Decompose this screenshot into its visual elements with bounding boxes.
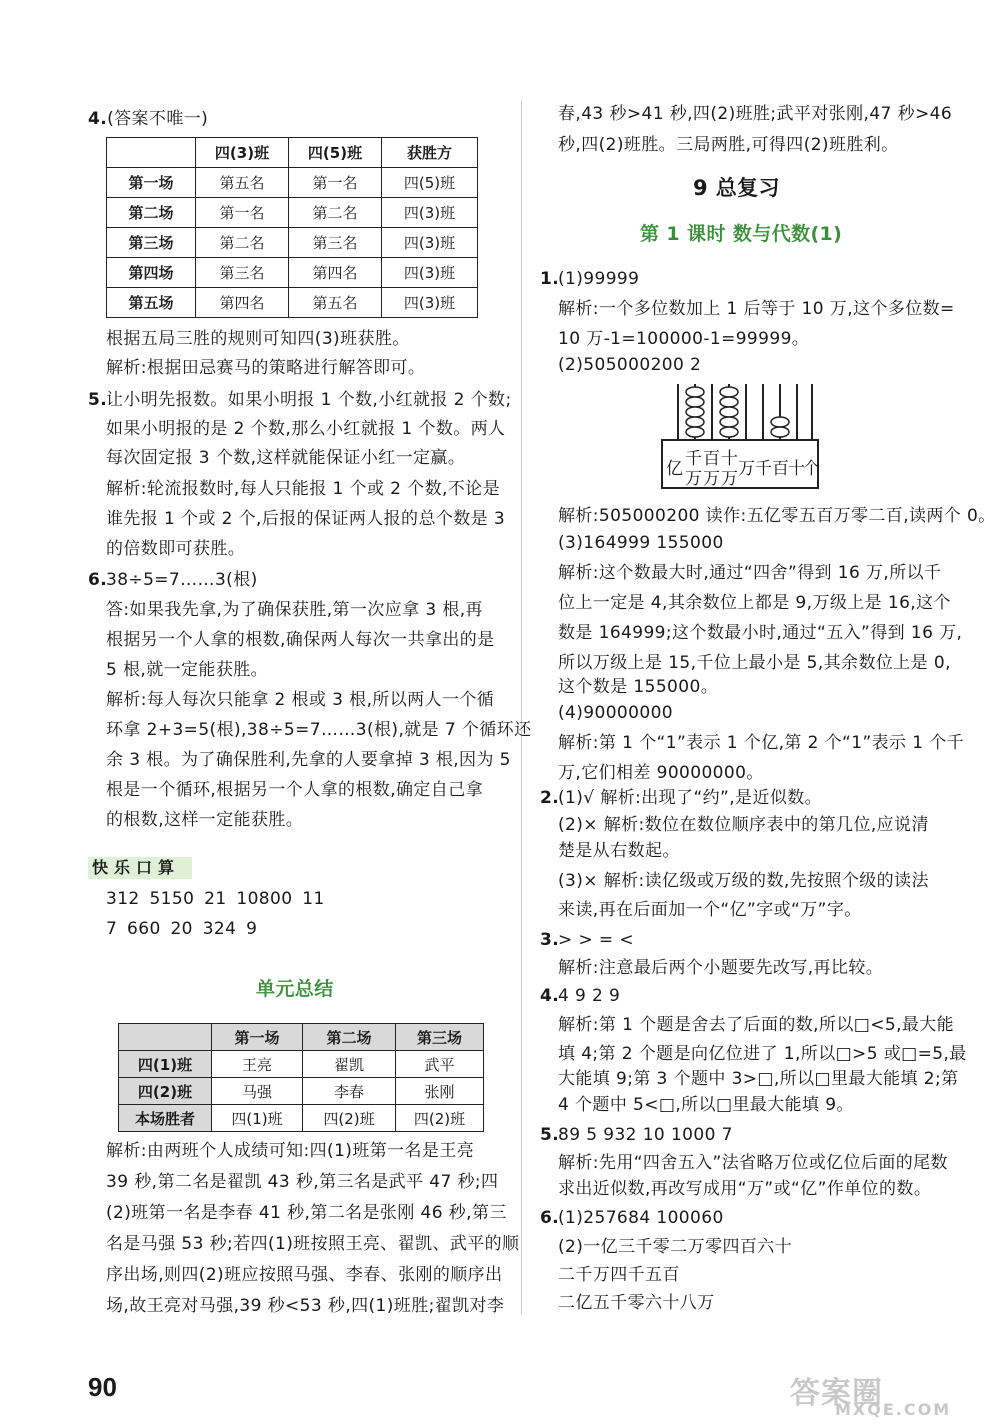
answer-line: (2)× 解析:数位在数位顺序表中的第几位,应说清 [558,815,929,835]
question-number: 6. [88,570,108,590]
answer-line: 二亿五千零六十八万 [558,1293,715,1313]
explanation-line: 位上一定是 4,其余数位上都是 9,万级上是 16,这个 [558,593,951,613]
place-label: 万 [738,459,755,479]
explanation-line: 的根数,这样一定能获胜。 [106,810,304,830]
table-header-cell: 四(3)班 [196,138,289,168]
watermark-logo: 答案圈 [790,1376,883,1411]
explanation-line: 余 3 根。为了确保胜利,先拿的人要拿掉 3 根,因为 5 [106,750,511,770]
answer-line: 来读,再在后面加一个“亿”字或“万”字。 [558,900,862,920]
answer-line: 89 5 932 10 1000 7 [558,1125,733,1145]
place-label: 千 [685,449,702,469]
question-number: 5. [540,1125,560,1145]
question-number: 4. [540,986,560,1006]
explanation-line: 解析:先用“四舍五入”法省略万位或亿位后面的尾数 [558,1153,948,1173]
abacus-bead [720,407,738,417]
table-row: 四(1)班 王亮 翟凯 武平 [119,1051,484,1078]
abacus-bead [686,397,704,407]
explanation-line: 数是 164999;这个数最小时,通过“五入”得到 16 万, [558,623,963,643]
question-number: 2. [540,788,560,808]
chapter-title: 9 总复习 [693,176,780,200]
page-number: 90 [88,1372,117,1402]
answer-line: 如果小明报的是 2 个数,那么小红就报 1 个数。两人 [106,419,506,439]
table-header-cell: 四(5)班 [289,138,382,168]
explanation-line: 谁先报 1 个或 2 个,后报的保证两人报的总个数是 3 [106,509,506,529]
explanation-line: 10 万-1=100000-1=99999。 [558,329,810,349]
abacus-bead [686,387,704,397]
abacus-bead [720,427,738,437]
abacus-bead [771,427,789,437]
table-header-cell: 获胜方 [382,138,478,168]
explanation-line: 4 个题中 5<□,所以□里最大能填 9。 [558,1095,854,1115]
relay-race-table [118,1023,484,1132]
explanation-line: 解析:这个数最大时,通过“四舍”得到 16 万,所以千 [558,563,942,583]
table-row: 第五场 第四名 第五名 四(3)班 [107,288,478,318]
explanation-line: 解析:第 1 个题是舍去了后面的数,所以□<5,最大能 [558,1015,955,1035]
explanation-line: 解析:根据田忌赛马的策略进行解答即可。 [106,358,426,378]
continued-line: 春,43 秒>41 秒,四(2)班胜;武平对张刚,47 秒>46 [558,104,953,124]
place-label: 亿 [666,459,683,479]
place-label: 百 [703,449,720,469]
unit-summary-title: 单元总结 [256,978,334,1000]
answer-line: 让小明先报数。如果小明报 1 个数,小红就报 2 个数; [106,390,512,410]
question-number: 5. [88,390,108,410]
answer-line: (3)× 解析:读亿级或万级的数,先按照个级的读法 [558,871,929,891]
table-header-cell: 第二场 [303,1024,396,1051]
table-row: 本场胜者 四(1)班 四(2)班 四(2)班 [119,1105,484,1132]
place-unit: 万 [703,469,720,489]
abacus-bead [771,417,789,427]
answer-line: (1)99999 [558,269,640,289]
watermark-url: MXQE.COM [835,1400,952,1419]
explanation-line: 所以万级上是 15,千位上最小是 5,其余数位上是 0, [558,653,951,673]
abacus-bead [686,407,704,417]
explanation-line: (2)班第一名是李春 41 秒,第二名是张刚 46 秒,第三 [106,1203,507,1223]
q4-header: 4.(答案不唯一) [88,109,209,129]
answer-line: (2)一亿三千零二万零四百六十 [558,1237,793,1257]
answer-line: (2)505000200 2 [558,355,702,375]
mental-math-row: 7 660 20 324 9 [106,919,258,939]
answer-line: > > = < [558,930,634,950]
answer-line: 5 根,就一定能获胜。 [106,660,269,680]
answer-line: 根据另一个人拿的根数,确保两人每次一共拿出的是 [106,630,495,650]
question-number: 3. [540,930,560,950]
explanation-line: 场,故王亮对马强,39 秒<53 秒,四(1)班胜;翟凯对李 [106,1296,505,1316]
explanation-line: 解析:每人每次只能拿 2 根或 3 根,所以两人一个循 [106,690,495,710]
answer-line: (4)90000000 [558,703,674,723]
question-number: 1. [540,269,560,289]
answer-line: 答:如果我先拿,为了确保获胜,第一次应拿 3 根,再 [106,600,483,620]
mental-math-row: 312 5150 21 10800 11 [106,889,325,909]
lesson-title: 第 1 课时 数与代数(1) [640,223,843,245]
place-label: 个 [803,459,820,479]
abacus-bead [686,417,704,427]
table-row: 第二场 第一名 第二名 四(3)班 [107,198,478,228]
explanation-line: 填 4;第 2 个题是向亿位进了 1,所以□>5 或□=5,最 [558,1044,967,1064]
answer-line: (3)164999 155000 [558,533,724,553]
column-divider [521,100,522,1315]
explanation-line: 解析:由两班个人成绩可知:四(1)班第一名是王亮 [106,1141,475,1161]
table-row: 第四场 第三名 第四名 四(3)班 [107,258,478,288]
explanation-line: 这个数是 155000。 [558,677,719,697]
place-unit: 万 [721,469,738,489]
explanation-line: 解析:一个多位数加上 1 后等于 10 万,这个多位数= [558,299,955,319]
explanation-line: 的倍数即可获胜。 [106,539,246,559]
answer-line: 二千万四千五百 [558,1265,680,1285]
explanation-line: 39 秒,第二名是翟凯 43 秒,第三名是武平 47 秒;四 [106,1172,499,1192]
explanation-line: 求出近似数,再改写成用“万”或“亿”作单位的数。 [558,1179,932,1199]
explanation-line: 环拿 2+3=5(根),38÷5=7……3(根),就是 7 个循环还 [106,720,532,740]
explanation-line: 解析:注意最后两个小题要先改写,再比较。 [558,958,884,978]
place-unit: 万 [685,469,702,489]
answer-line: (1)257684 100060 [558,1208,724,1228]
continued-line: 秒,四(2)班胜。三局两胜,可得四(2)班胜利。 [558,135,899,155]
abacus-bead [686,427,704,437]
table-header-cell [107,138,196,168]
question-number: 6. [540,1208,560,1228]
table-header-cell [119,1024,212,1051]
answer-line: (1)√ 解析:出现了“约”,是近似数。 [558,788,823,808]
explanation-line: 序出场,则四(2)班应按照马强、李春、张刚的顺序出 [106,1265,503,1285]
place-label: 百 [772,459,789,479]
answer-line: 根据五局三胜的规则可知四(3)班获胜。 [106,329,410,349]
table-row: 四(2)班 马强 李春 张刚 [119,1078,484,1105]
explanation-line: 根是一个循环,根据另一个人拿的根数,确定自己拿 [106,780,484,800]
mental-math-title: 快乐口算 [88,857,192,879]
answer-line: 楚是从右数起。 [558,841,680,861]
answer-line: 每次固定报 3 个数,这样就能保证小红一定赢。 [106,448,466,468]
place-label: 十 [721,449,738,469]
explanation-line: 名是马强 53 秒;若四(1)班按照王亮、翟凯、武平的顺 [106,1234,520,1254]
abacus-bead [720,387,738,397]
explanation-line: 解析:第 1 个“1”表示 1 个亿,第 2 个“1”表示 1 个千 [558,733,965,753]
table-header-cell: 第三场 [396,1024,484,1051]
answer-line: 4 9 2 9 [558,986,621,1006]
abacus-bead [720,397,738,407]
place-label: 千 [755,459,772,479]
table-row: 第三场 第二名 第三名 四(3)班 [107,228,478,258]
abacus-labels [664,442,820,489]
explanation-line: 万,它们相差 90000000。 [558,763,764,783]
answer-line: 38÷5=7……3(根) [106,570,258,590]
table-header-cell: 第一场 [212,1024,303,1051]
explanation-line: 解析:轮流报数时,每人只能报 1 个或 2 个数,不论是 [106,479,500,499]
place-label: 十 [788,459,805,479]
horse-race-table [106,137,478,318]
explanation-line: 解析:505000200 读作:五亿零五百万零二百,读两个 0。 [558,506,996,526]
table-row: 第一场 第五名 第一名 四(5)班 [107,168,478,198]
abacus-bead [720,417,738,427]
explanation-line: 大能填 9;第 3 个题中 3>□,所以□里最大能填 2;第 [558,1069,959,1089]
